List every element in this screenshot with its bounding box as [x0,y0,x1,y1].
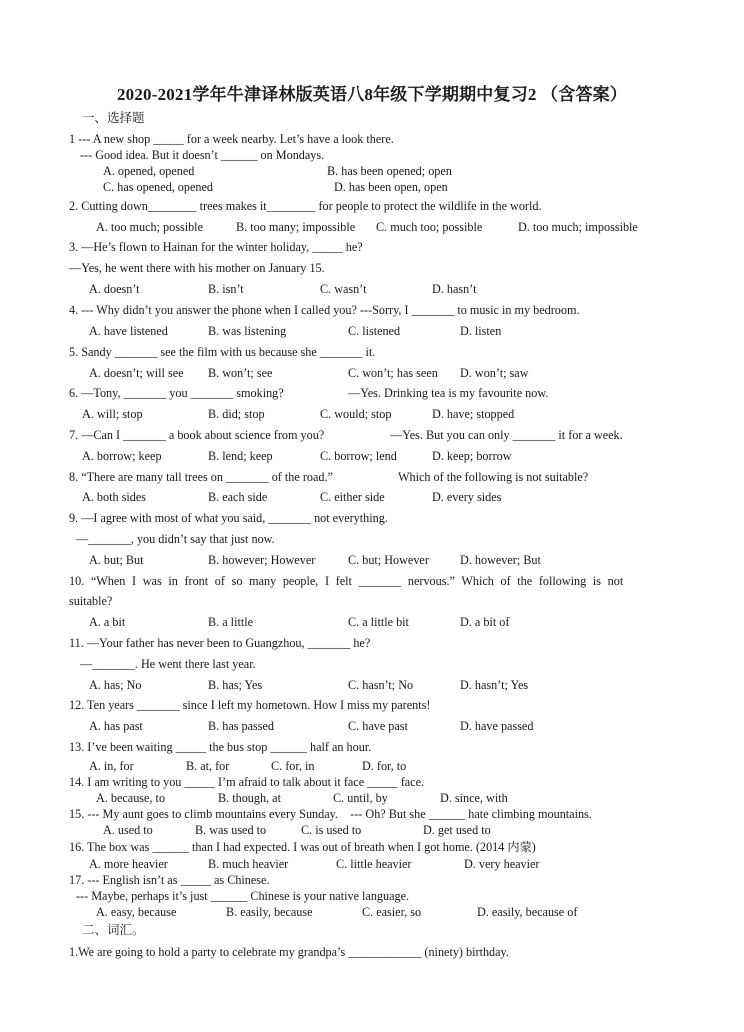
option-d: D. very heavier [464,857,540,871]
option-a: A. more heavier [89,857,168,871]
option-c: C. have past [348,719,408,733]
question-line: 16. The box was ______ than I had expected. I was out of breath when I got home. (2014 内蒙) [69,840,536,854]
question-line: 8. “There are many tall trees on _______ of the road.” [69,470,333,484]
option-c: C. much too; possible [376,220,483,234]
section-heading-multiple-choice: 一、选择题 [82,111,145,125]
option-d: D. listen [460,324,502,338]
option-b: B. won’t; see [208,366,273,380]
option-c: C. a little bit [348,615,409,629]
option-b: B. however; However [208,553,316,567]
option-b: B. at, for [186,759,230,773]
option-b: B. has passed [208,719,275,733]
option-d: D. too much; impossible [518,220,638,234]
option-c: C. hasn’t; No [348,678,414,692]
question-line: 6. —Tony, _______ you _______ smoking? [69,386,284,400]
option-c: C. either side [320,490,385,504]
option-c: C. little heavier [336,857,412,871]
question-line: —Yes. But you can only _______ it for a week. [390,428,623,442]
option-d: D. a bit of [460,615,510,629]
option-d: D. however; But [460,553,541,567]
option-a: A. doesn’t; will see [89,366,184,380]
option-b: B. much heavier [208,857,289,871]
option-d: D. have; stopped [432,407,515,421]
option-d: D. have passed [460,719,534,733]
option-a: A. because, to [96,791,166,805]
question-line: --- Maybe, perhaps it’s just ______ Chinese is your native language. [76,889,410,903]
option-b: B. isn’t [208,282,244,296]
question-line: 5. Sandy _______ see the film with us because she _______ it. [69,345,376,359]
option-b: B. was used to [195,823,267,837]
question-line: 7. —Can I _______ a book about science from you? [69,428,325,442]
question-line: —_______, you didn’t say that just now. [76,532,275,546]
option-b: B. though, at [218,791,281,805]
option-a: A. but; But [89,553,144,567]
option-b: B. a little [208,615,254,629]
option-c: C. wasn’t [320,282,367,296]
option-b: B. has; Yes [208,678,263,692]
option-a: A. used to [103,823,153,837]
question-line: 1.We are going to hold a party to celebrate my grandpa’s ____________ (ninety) birthday. [69,945,509,959]
option-c: C. is used to [301,823,362,837]
question-line: 14. I am writing to you _____ I’m afraid to talk about it face _____ face. [69,775,425,789]
question-line: —Yes. Drinking tea is my favourite now. [348,386,549,400]
option-c: C. has opened, opened [103,180,213,194]
option-b: B. has been opened; open [327,164,452,178]
option-a: A. has past [89,719,143,733]
option-d: D. keep; borrow [432,449,512,463]
option-b: B. too many; impossible [236,220,356,234]
question-line: Which of the following is not suitable? [398,470,589,484]
question-line: 13. I’ve been waiting _____ the bus stop ______ half an hour. [69,740,372,754]
option-d: D. every sides [432,490,502,504]
question-line: 12. Ten years _______ since I left my hometown. How I miss my parents! [69,698,431,712]
option-a: A. doesn’t [89,282,140,296]
question-line: 15. --- My aunt goes to climb mountains every Sunday. --- Oh? But she ______ hate climbing mountains. [69,807,592,821]
option-a: A. easy, because [96,905,177,919]
option-c: C. borrow; lend [320,449,397,463]
option-a: A. too much; possible [96,220,203,234]
question-line: 3. —He’s flown to Hainan for the winter holiday, _____ he? [69,240,363,254]
option-a: A. a bit [89,615,126,629]
option-a: A. has; No [89,678,142,692]
question-line: —Yes, he went there with his mother on January 15. [69,261,325,275]
option-c: C. for, in [271,759,315,773]
option-d: D. for, to [362,759,407,773]
option-b: B. easily, because [226,905,313,919]
document-title: 2020-2021学年牛津译林版英语八8年级下学期期中复习2 （含答案） [116,85,628,104]
option-c: C. easier, so [362,905,422,919]
option-a: A. have listened [89,324,168,338]
option-a: A. in, for [89,759,134,773]
option-d: D. hasn’t; Yes [460,678,529,692]
option-d: D. hasn’t [432,282,477,296]
question-line: —_______. He went there last year. [80,657,256,671]
option-c: C. but; However [348,553,429,567]
option-d: D. has been open, open [334,180,448,194]
question-line: 11. —Your father has never been to Guangzhou, _______ he? [69,636,371,650]
question-line: 1 --- A new shop _____ for a week nearby. Let’s have a look there. [69,132,394,146]
option-c: C. until, by [333,791,388,805]
question-line: 9. —I agree with most of what you said, _______ not everything. [69,511,388,525]
option-d: D. won’t; saw [460,366,529,380]
question-line: 4. --- Why didn’t you answer the phone when I called you? ---Sorry, I _______ to music in my bedroom. [69,303,580,317]
option-a: A. will; stop [82,407,143,421]
option-d: D. easily, because of [477,905,578,919]
section-heading-vocabulary: 二、词汇。 [82,923,145,937]
option-c: C. listened [348,324,401,338]
question-line: suitable? [69,594,113,608]
option-d: D. since, with [440,791,508,805]
option-b: B. lend; keep [208,449,273,463]
question-line: --- Good idea. But it doesn’t ______ on Mondays. [80,148,325,162]
question-line: 17. --- English isn’t as _____ as Chinese. [69,873,270,887]
option-c: C. would; stop [320,407,392,421]
question-line: 2. Cutting down________ trees makes it________ for people to protect the wildlife in the world. [69,199,542,213]
option-b: B. each side [208,490,268,504]
option-a: A. opened, opened [103,164,195,178]
option-a: A. borrow; keep [82,449,162,463]
option-a: A. both sides [82,490,146,504]
option-d: D. get used to [423,823,491,837]
question-line: 10. “When I was in front of so many people, I felt _______ nervous.” Which of the following is not [69,574,624,588]
option-b: B. did; stop [208,407,265,421]
option-b: B. was listening [208,324,287,338]
option-c: C. won’t; has seen [348,366,438,380]
